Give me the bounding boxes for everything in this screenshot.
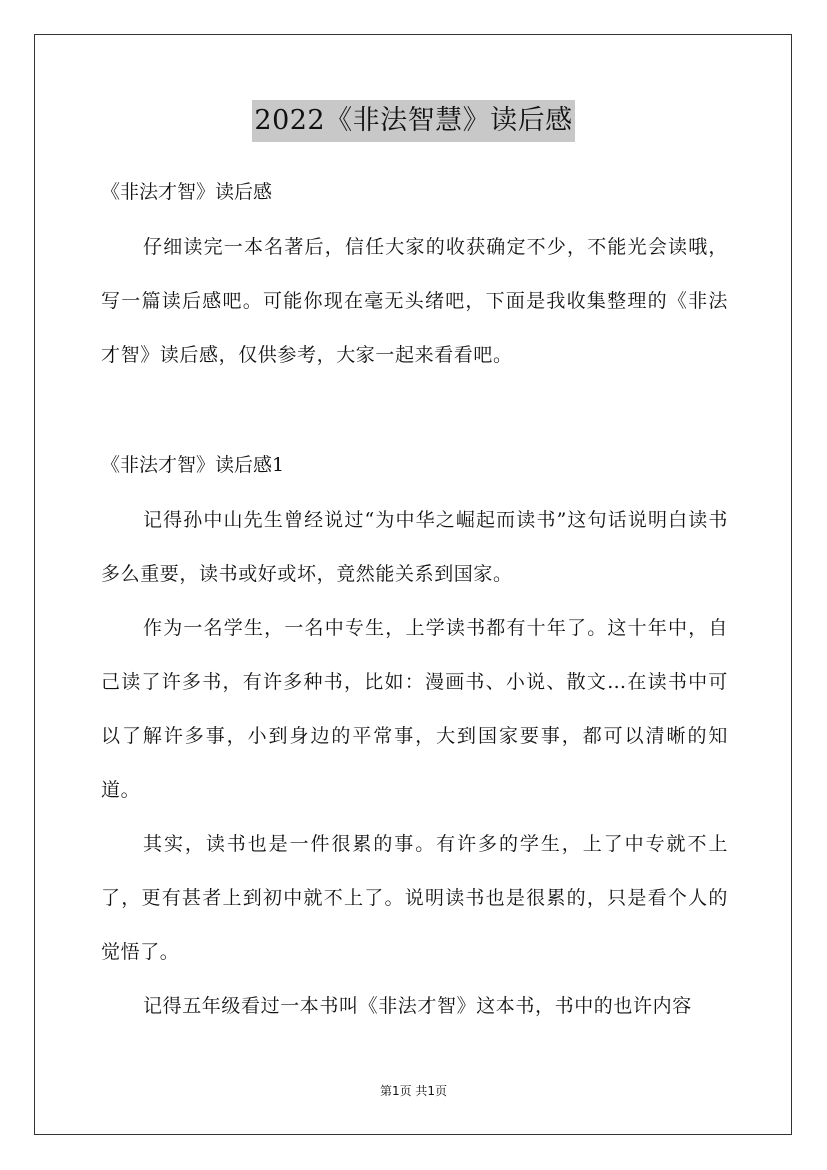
document-title: 2022《非法智慧》读后感 [252,100,574,142]
intro-paragraph: 仔细读完一本名著后，信任大家的收获确定不少，不能光会读哦，写一篇读后感吧。可能你现在毫无头绪吧，下面是我收集整理的《非法才智》读后感，仅供参考，大家一起来看看吧。 [101,236,728,366]
page-footer: 第1页 共1页 [379,1084,448,1098]
body-paragraph-2: 作为一名学生，一名中专生，上学读书都有十年了。这十年中，自己读了许多书，有许多种书，比如：漫画书、小说、散文…在读书中可以了解许多事，小到身边的平常事，大到国家要事，都可以清晰的知道。 [101,617,728,801]
body-paragraph-1: 记得孙中山先生曾经说过“为中华之崛起而读书”这句话说明白读书多么重要，读书或好或坏，竟然能关系到国家。 [101,509,728,585]
title-wrap [0,100,827,142]
body-paragraph-4: 记得五年级看过一本书叫《非法才智》这本书，书中的也许内容 [143,995,692,1017]
section-heading-2: 《非法才智》读后感1 [101,454,285,476]
body-paragraph-3: 其实，读书也是一件很累的事。有许多的学生，上了中专就不上了，更有甚者上到初中就不上了。说明读书也是很累的，只是看个人的觉悟了。 [101,833,728,963]
section-heading-1: 《非法才智》读后感 [101,181,273,203]
